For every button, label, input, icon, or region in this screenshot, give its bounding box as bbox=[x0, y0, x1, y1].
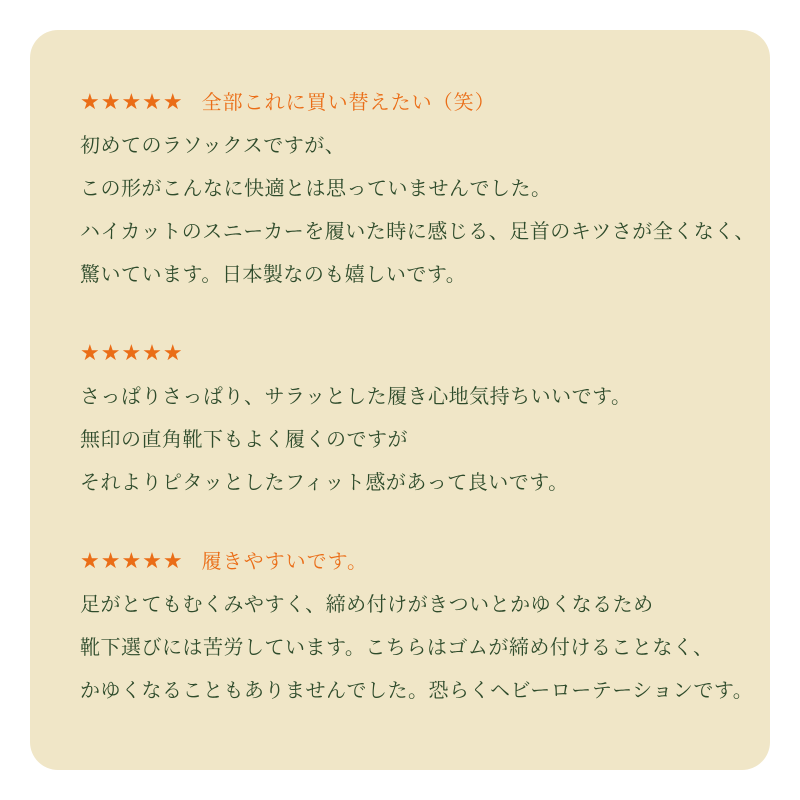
review-header bbox=[80, 80, 730, 124]
review-title: 全部これに買い替えたい（笑） bbox=[201, 90, 496, 114]
review-text-line: 足がとてもむくみやすく、締め付けがきついとかゆくなるため bbox=[80, 592, 654, 616]
review-text-line: さっぱりさっぱり、サラッとした履き心地気持ちいいです。 bbox=[80, 384, 632, 408]
review-item bbox=[80, 539, 754, 712]
review-text-line: 初めてのラソックスですが、 bbox=[80, 133, 346, 157]
review-header bbox=[80, 331, 730, 375]
star-rating-icon: ★★★★★ bbox=[80, 341, 184, 366]
reviews-panel bbox=[30, 30, 770, 770]
star-rating-icon: ★★★★★ bbox=[80, 90, 184, 115]
star-rating-icon: ★★★★★ bbox=[80, 549, 184, 574]
review-text-line: ハイカットのスニーカーを履いた時に感じる、足首のキツさが全くなく、 bbox=[80, 219, 755, 243]
review-text-line: 靴下選びには苦労しています。こちらはゴムが締め付けることなく、 bbox=[80, 635, 714, 659]
review-item bbox=[80, 331, 730, 504]
review-text-line: 無印の直角靴下もよく履くのですが bbox=[80, 427, 408, 451]
review-item bbox=[80, 80, 755, 296]
review-title: 履きやすいです。 bbox=[201, 549, 369, 573]
review-text-line: この形がこんなに快適とは思っていませんでした。 bbox=[80, 176, 552, 200]
review-header bbox=[80, 539, 730, 583]
review-text-line: それよりピタッとしたフィット感があって良いです。 bbox=[80, 470, 569, 494]
review-text-line: 驚いています。日本製なのも嬉しいです。 bbox=[80, 262, 467, 286]
review-text-line: かゆくなることもありませんでした。恐らくヘビーローテーションです。 bbox=[80, 678, 754, 702]
